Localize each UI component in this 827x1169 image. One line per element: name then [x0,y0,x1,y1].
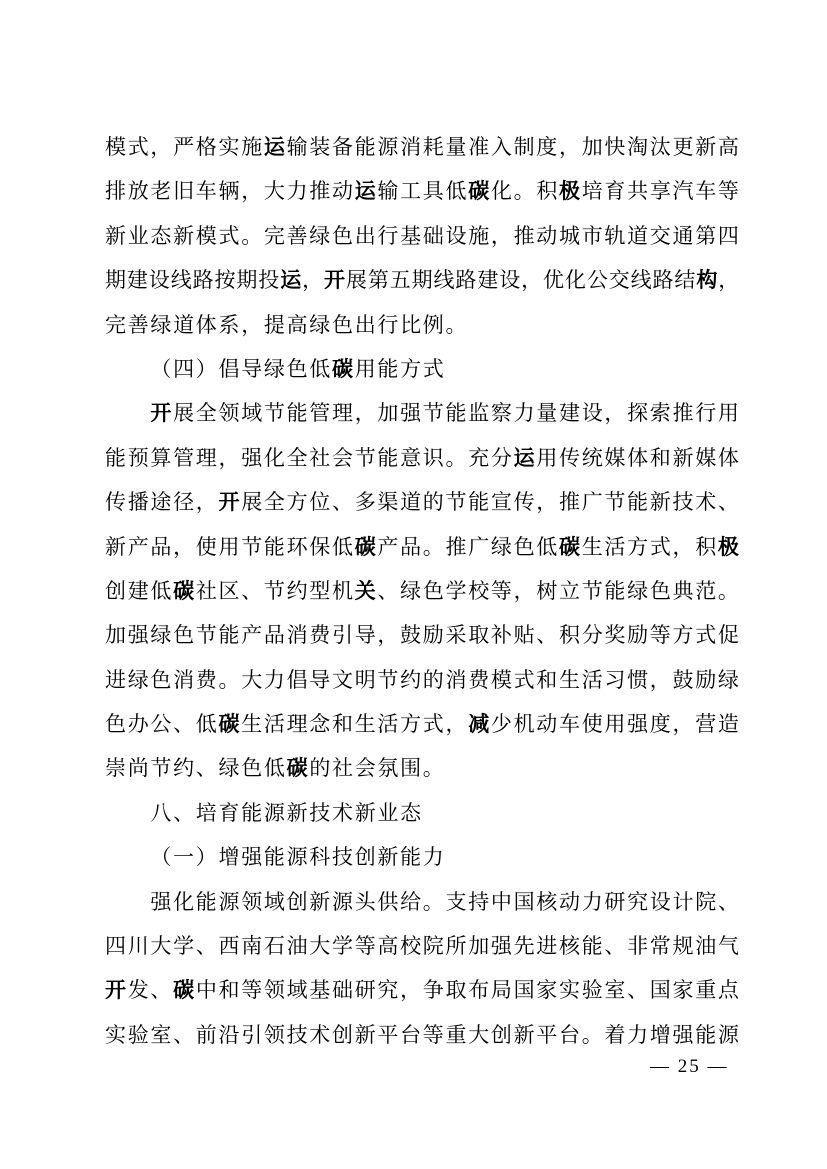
text-line [105,258,750,302]
bold-text-run: 碳 [468,179,491,204]
text-run: ， [718,268,741,293]
bold-text-run: 关 [354,578,378,603]
text-line [105,1013,750,1057]
text-run: 新业态新模式。完善绿色出行基础设施，推动城市轨道交通第四 [105,223,741,248]
text-line [105,791,750,835]
bold-text-run: 碳 [559,534,582,559]
text-run: 排放老旧车辆，大力推动 [105,179,355,204]
text-line [105,125,750,169]
bold-text-run: 碳 [354,534,378,559]
text-line [105,968,750,1012]
text-run: 八、培育能源新技术新业态 [150,800,423,825]
text-run: 创建低 [105,578,174,603]
text-run: 用传统媒体和新媒体 [536,445,741,470]
text-line [105,169,750,213]
text-run: 的社会氛围。 [309,756,446,781]
text-line [105,347,750,391]
text-run: 崇尚节约、绿色低 [105,756,287,781]
text-run: 加强绿色节能产品消费引导，鼓励采取补贴、积分奖励等方式促 [105,623,741,648]
page-number: — 25 — [650,1056,729,1077]
text-run: 用能方式 [354,356,446,381]
text-run: 、绿色学校等，树立节能绿色典范。 [377,578,741,603]
text-run: ， [302,268,325,293]
bold-text-run: 开 [218,490,242,515]
text-run: 进绿色消费。大力倡导文明节约的消费模式和生活习惯，鼓励绿 [105,667,741,692]
text-line [105,835,750,879]
text-run: 能预算管理，强化全社会节能意识。充分 [105,445,514,470]
text-line [105,391,750,435]
text-run: （一）增强能源科技创新能力 [150,845,446,870]
bold-text-run: 运 [354,179,378,204]
text-run: 实验室、前沿引领技术创新平台等重大创新平台。着力增强能源 [105,1022,741,1047]
text-run: 展全领域节能管理，加强节能监察力量建设，探索推行用 [173,401,741,426]
text-line [105,658,750,702]
bold-text-run: 减 [468,712,491,737]
bold-text-run: 开 [150,401,174,426]
bold-text-run: 碳 [286,756,310,781]
bold-text-run: 极 [717,534,741,559]
text-run: 期建设线路按期投 [105,268,281,293]
text-run: 少机动车使用强度，营造 [490,712,741,737]
text-run: 生活方式，积 [581,534,718,559]
bold-text-run: 开 [105,978,128,1003]
text-run: 化。积 [490,179,560,204]
bold-text-run: 极 [559,179,582,204]
text-run: 产品。推广绿色低 [377,534,560,559]
bold-text-run: 碳 [332,356,355,381]
bold-text-run: 碳 [218,712,242,737]
text-line [105,746,750,790]
text-line [105,613,750,657]
bold-text-run: 开 [324,268,346,293]
text-line [105,525,750,569]
text-run: 发、 [127,978,174,1003]
text-run: 生活理念和生活方式， [241,712,469,737]
bold-text-run: 碳 [173,978,196,1003]
text-line [105,480,750,524]
document-body [105,125,750,1057]
bold-text-run: 构 [696,268,719,293]
text-run: 展第五期线路建设，优化公交线路结 [345,268,697,293]
text-run: 完善绿道体系，提高绿色出行比例。 [105,312,469,337]
text-run: 模式，严格实施 [105,135,264,159]
bold-text-run: 碳 [173,578,196,603]
text-line [105,569,750,613]
text-run: 中和等领域基础研究，争取布局国家实验室、国家重点 [195,978,741,1003]
text-line [105,702,750,746]
text-line [105,214,750,258]
text-line [105,303,750,347]
text-line [105,880,750,924]
text-run: 色办公、低 [105,712,219,737]
text-line [105,436,750,480]
text-run: 四川大学、西南石油大学等高校院所加强先进核能、非常规油气 [105,934,741,959]
text-run: 输装备能源消耗量准入制度，加快淘汰更新高 [286,135,741,159]
bold-text-run: 运 [513,445,537,470]
text-run: 社区、节约型机 [195,578,355,603]
bold-text-run: 运 [280,268,303,293]
bold-text-run: 运 [263,135,287,159]
text-line [105,924,750,968]
text-run: 输工具低 [377,179,469,204]
text-run: （四）倡导绿色低 [150,356,332,381]
text-run: 强化能源领域创新源头供给。支持中国核动力研究设计院、 [150,889,741,914]
text-run: 培育共享汽车等 [581,179,741,204]
text-run: 新产品，使用节能环保低 [105,534,355,559]
text-run: 展全方位、多渠道的节能宣传，推广节能新技术、 [241,490,741,515]
text-run: 传播途径， [105,490,219,515]
